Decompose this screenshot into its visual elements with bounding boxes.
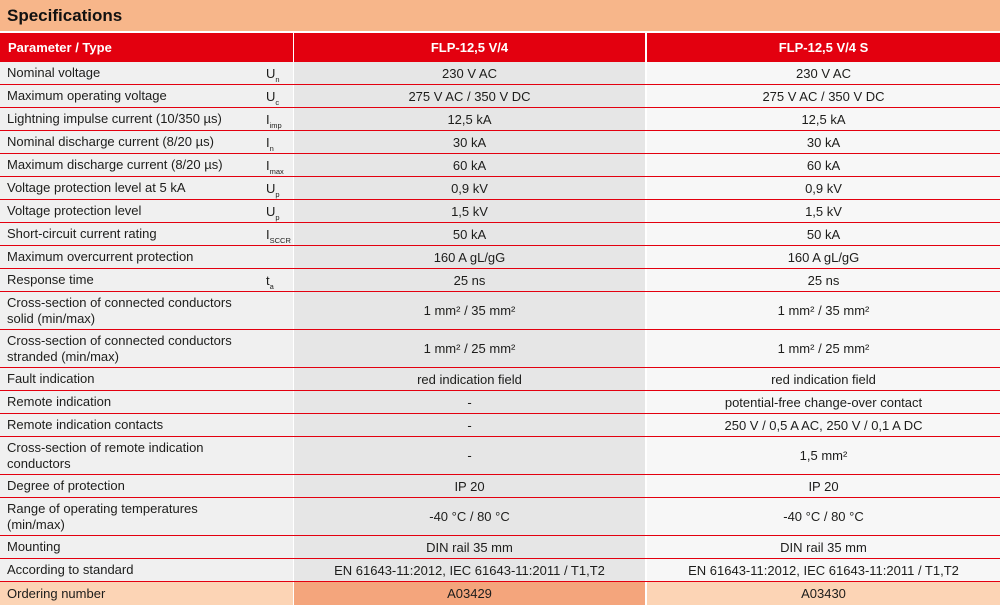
parameter-symbol [258,330,294,367]
parameter-symbol [258,414,294,436]
value-flp-12-5-v4: - [294,414,647,436]
symbol-letter: I [266,134,270,150]
symbol-letter: I [266,111,270,127]
spec-row [0,85,1000,108]
spec-row [0,368,1000,391]
spec-row [0,131,1000,154]
value-flp-12-5-v4-s: 1 mm² / 25 mm² [647,330,1000,367]
parameter-symbol [258,177,294,199]
ordering-number-flp-12-5-v4: A03429 [294,582,647,605]
parameter-symbol [258,498,294,535]
value-flp-12-5-v4-s: 250 V / 0,5 A AC, 250 V / 0,1 A DC [647,414,1000,436]
symbol-notation [266,226,291,245]
symbol-notation [266,65,280,84]
symbol-letter: U [266,88,276,104]
symbol-notation [266,111,282,130]
value-flp-12-5-v4-s: EN 61643-11:2012, IEC 61643-11:2011 / T1,T2 [647,559,1000,581]
spec-row [0,437,1000,475]
value-flp-12-5-v4-s: 160 A gL/gG [647,246,1000,268]
value-flp-12-5-v4: 30 kA [294,131,647,153]
value-flp-12-5-v4: 160 A gL/gG [294,246,647,268]
value-flp-12-5-v4-s: 1,5 mm² [647,437,1000,474]
header-parameter-type: Parameter / Type [0,33,294,62]
symbol-subscript: c [275,97,280,107]
parameter-label: Cross-section of remote indication conductors [0,437,258,474]
parameter-label: Degree of protection [0,475,258,497]
parameter-label: Fault indication [0,368,258,390]
value-flp-12-5-v4: 0,9 kV [294,177,647,199]
symbol-notation [266,180,280,199]
parameter-symbol [258,62,294,84]
symbol-letter: I [266,157,270,173]
spec-row [0,414,1000,437]
parameter-label: Response time [0,269,258,291]
parameter-symbol [258,536,294,558]
value-flp-12-5-v4: 230 V AC [294,62,647,84]
parameter-symbol [258,108,294,130]
symbol-letter: t [266,272,270,288]
table-header [0,33,1000,62]
spec-row [0,330,1000,368]
symbol-subscript: SCCR [269,235,291,245]
parameter-label: Maximum operating voltage [0,85,258,107]
symbol-letter: U [266,65,276,81]
parameter-symbol [258,131,294,153]
parameter-symbol [258,246,294,268]
spec-row [0,62,1000,85]
value-flp-12-5-v4-s: 12,5 kA [647,108,1000,130]
spec-row [0,475,1000,498]
value-flp-12-5-v4-s: 30 kA [647,131,1000,153]
value-flp-12-5-v4: 1 mm² / 25 mm² [294,330,647,367]
parameter-label: Lightning impulse current (10/350 µs) [0,108,258,130]
value-flp-12-5-v4: 275 V AC / 350 V DC [294,85,647,107]
parameter-symbol [258,391,294,413]
parameter-symbol [258,223,294,245]
symbol-notation [266,157,284,176]
spec-row [0,177,1000,200]
spec-row [0,391,1000,414]
symbol-subscript: p [275,189,280,199]
parameter-label: Nominal voltage [0,62,258,84]
value-flp-12-5-v4: 50 kA [294,223,647,245]
parameter-label: Remote indication contacts [0,414,258,436]
parameter-symbol [258,368,294,390]
value-flp-12-5-v4: - [294,437,647,474]
value-flp-12-5-v4-s: red indication field [647,368,1000,390]
parameter-label: Range of operating temperatures (min/max) [0,498,258,535]
symbol-letter: I [266,226,270,242]
symbol-notation [266,88,280,107]
parameter-symbol [258,475,294,497]
value-flp-12-5-v4: 60 kA [294,154,647,176]
parameter-label: Nominal discharge current (8/20 µs) [0,131,258,153]
spec-row [0,498,1000,536]
parameter-label: Maximum overcurrent protection [0,246,258,268]
parameter-label: Maximum discharge current (8/20 µs) [0,154,258,176]
value-flp-12-5-v4: - [294,391,647,413]
value-flp-12-5-v4-s: 230 V AC [647,62,1000,84]
value-flp-12-5-v4-s: 25 ns [647,269,1000,291]
parameter-label: Short-circuit current rating [0,223,258,245]
value-flp-12-5-v4-s: 0,9 kV [647,177,1000,199]
value-flp-12-5-v4: -40 °C / 80 °C [294,498,647,535]
value-flp-12-5-v4: 25 ns [294,269,647,291]
value-flp-12-5-v4-s: 1 mm² / 35 mm² [647,292,1000,329]
ordering-number-flp-12-5-v4-s: A03430 [647,582,1000,605]
symbol-notation [266,272,274,291]
value-flp-12-5-v4-s: -40 °C / 80 °C [647,498,1000,535]
spec-row [0,200,1000,223]
symbol-subscript: imp [269,120,282,130]
section-title: Specifications [0,0,1000,31]
symbol-notation [266,203,280,222]
spec-row [0,292,1000,330]
value-flp-12-5-v4-s: 60 kA [647,154,1000,176]
value-flp-12-5-v4: red indication field [294,368,647,390]
spec-row [0,223,1000,246]
parameter-label: According to standard [0,559,258,581]
spec-table-body [0,62,1000,582]
value-flp-12-5-v4-s: potential-free change-over contact [647,391,1000,413]
parameter-symbol [258,154,294,176]
value-flp-12-5-v4: DIN rail 35 mm [294,536,647,558]
value-flp-12-5-v4-s: 50 kA [647,223,1000,245]
spec-row [0,154,1000,177]
symbol-subscript: a [269,281,274,291]
parameter-label: Cross-section of connected conductors stranded (min/max) [0,330,258,367]
parameter-symbol [258,292,294,329]
spec-row [0,536,1000,559]
ordering-number-label: Ordering number [0,582,258,605]
symbol-letter: U [266,203,276,219]
header-product-flp-12-5-v4: FLP-12,5 V/4 [294,33,647,62]
spec-row [0,246,1000,269]
ordering-number-row [0,582,1000,605]
symbol-subscript: n [269,143,274,153]
parameter-label: Voltage protection level at 5 kA [0,177,258,199]
parameter-symbol [258,269,294,291]
spec-row [0,269,1000,292]
value-flp-12-5-v4-s: 275 V AC / 350 V DC [647,85,1000,107]
parameter-symbol [258,437,294,474]
parameter-label: Mounting [0,536,258,558]
value-flp-12-5-v4-s: IP 20 [647,475,1000,497]
value-flp-12-5-v4-s: DIN rail 35 mm [647,536,1000,558]
symbol-notation [266,134,274,153]
symbol-subscript: max [269,166,284,176]
value-flp-12-5-v4: 1 mm² / 35 mm² [294,292,647,329]
value-flp-12-5-v4: IP 20 [294,475,647,497]
parameter-symbol [258,582,294,605]
spec-row [0,559,1000,582]
symbol-letter: U [266,180,276,196]
parameter-label: Cross-section of connected conductors solid (min/max) [0,292,258,329]
spec-row [0,108,1000,131]
parameter-symbol [258,559,294,581]
value-flp-12-5-v4: EN 61643-11:2012, IEC 61643-11:2011 / T1,T2 [294,559,647,581]
parameter-label: Voltage protection level [0,200,258,222]
parameter-symbol [258,200,294,222]
value-flp-12-5-v4: 1,5 kV [294,200,647,222]
value-flp-12-5-v4-s: 1,5 kV [647,200,1000,222]
header-product-flp-12-5-v4-s: FLP-12,5 V/4 S [778,40,869,55]
symbol-subscript: p [275,212,280,222]
parameter-symbol [258,85,294,107]
symbol-subscript: n [275,74,280,84]
parameter-label: Remote indication [0,391,258,413]
value-flp-12-5-v4: 12,5 kA [294,108,647,130]
